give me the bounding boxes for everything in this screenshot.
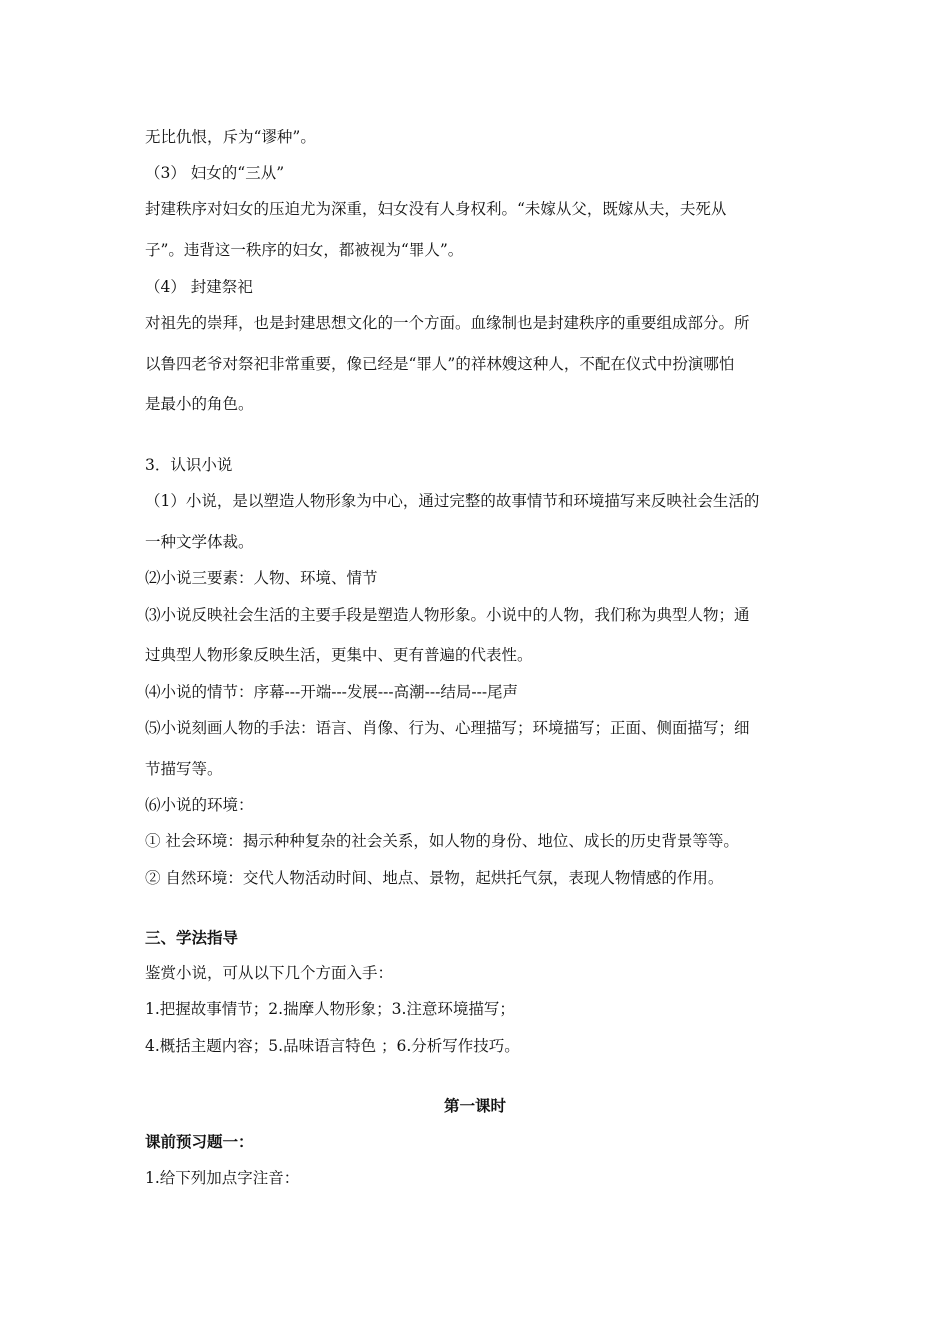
paragraph-line: ⑵小说三要素：人物、环境、情节 (145, 569, 378, 587)
paragraph-line: 以鲁四老爷对祭祀非常重要，像已经是“罪人”的祥林嫂这种人，不配在仪式中扮演哪怕 (145, 355, 735, 373)
paragraph-line: 一种文学体裁。 (145, 533, 254, 551)
paragraph-line: ⑸小说刻画人物的手法：语言、肖像、行为、心理描写；环境描写；正面、侧面描写；细 (145, 719, 750, 737)
paragraph-line: 1.把握故事情节；2.揣摩人物形象；3.注意环境描写； (145, 1000, 515, 1018)
list-heading: （4） 封建祭祀 (145, 278, 253, 296)
exercise-heading: 课前预习题一： (145, 1133, 254, 1151)
paragraph-line: 1.给下列加点字注音： (145, 1169, 300, 1187)
paragraph-line: 鉴赏小说，可从以下几个方面入手： (145, 964, 394, 982)
paragraph-line: ⑹小说的环境： (145, 796, 254, 814)
paragraph-line: ② 自然环境：交代人物活动时间、地点、景物，起烘托气氛，表现人物情感的作用。 (145, 869, 724, 887)
paragraph-line: 封建秩序对妇女的压迫尤为深重，妇女没有人身权利。“未嫁从父，既嫁从夫，夫死从 (145, 200, 727, 218)
section-title: 三、学法指导 (145, 929, 239, 947)
list-heading: （3） 妇女的“三从” (145, 164, 285, 182)
section-heading: 3．认识小说 (145, 456, 233, 474)
paragraph-line: 对祖先的崇拜，也是封建思想文化的一个方面。血缘制也是封建秩序的重要组成部分。所 (145, 314, 750, 332)
paragraph-line: ⑶小说反映社会生活的主要手段是塑造人物形象。小说中的人物，我们称为典型人物；通 (145, 606, 750, 624)
paragraph-line: 节描写等。 (145, 760, 223, 778)
paragraph-line: 4.概括主题内容；5.品味语言特色 ；6.分析写作技巧。 (145, 1037, 520, 1055)
paragraph-line: （1）小说，是以塑造人物形象为中心，通过完整的故事情节和环境描写来反映社会生活的 (145, 492, 760, 510)
paragraph-line: ⑷小说的情节：序幕---开端---发展---高潮---结局---尾声 (145, 683, 519, 701)
paragraph-line: 是最小的角色。 (145, 395, 254, 413)
paragraph-line: 过典型人物形象反映生活，更集中、更有普遍的代表性。 (145, 646, 533, 664)
paragraph-line: 子”。违背这一秩序的妇女，都被视为“罪人”。 (145, 241, 464, 259)
paragraph-line: 无比仇恨，斥为“谬种”。 (145, 128, 316, 146)
lesson-title: 第一课时 (443, 1097, 506, 1115)
paragraph-line: ① 社会环境：揭示种种复杂的社会关系，如人物的身份、地位、成长的历史背景等等。 (145, 832, 739, 850)
